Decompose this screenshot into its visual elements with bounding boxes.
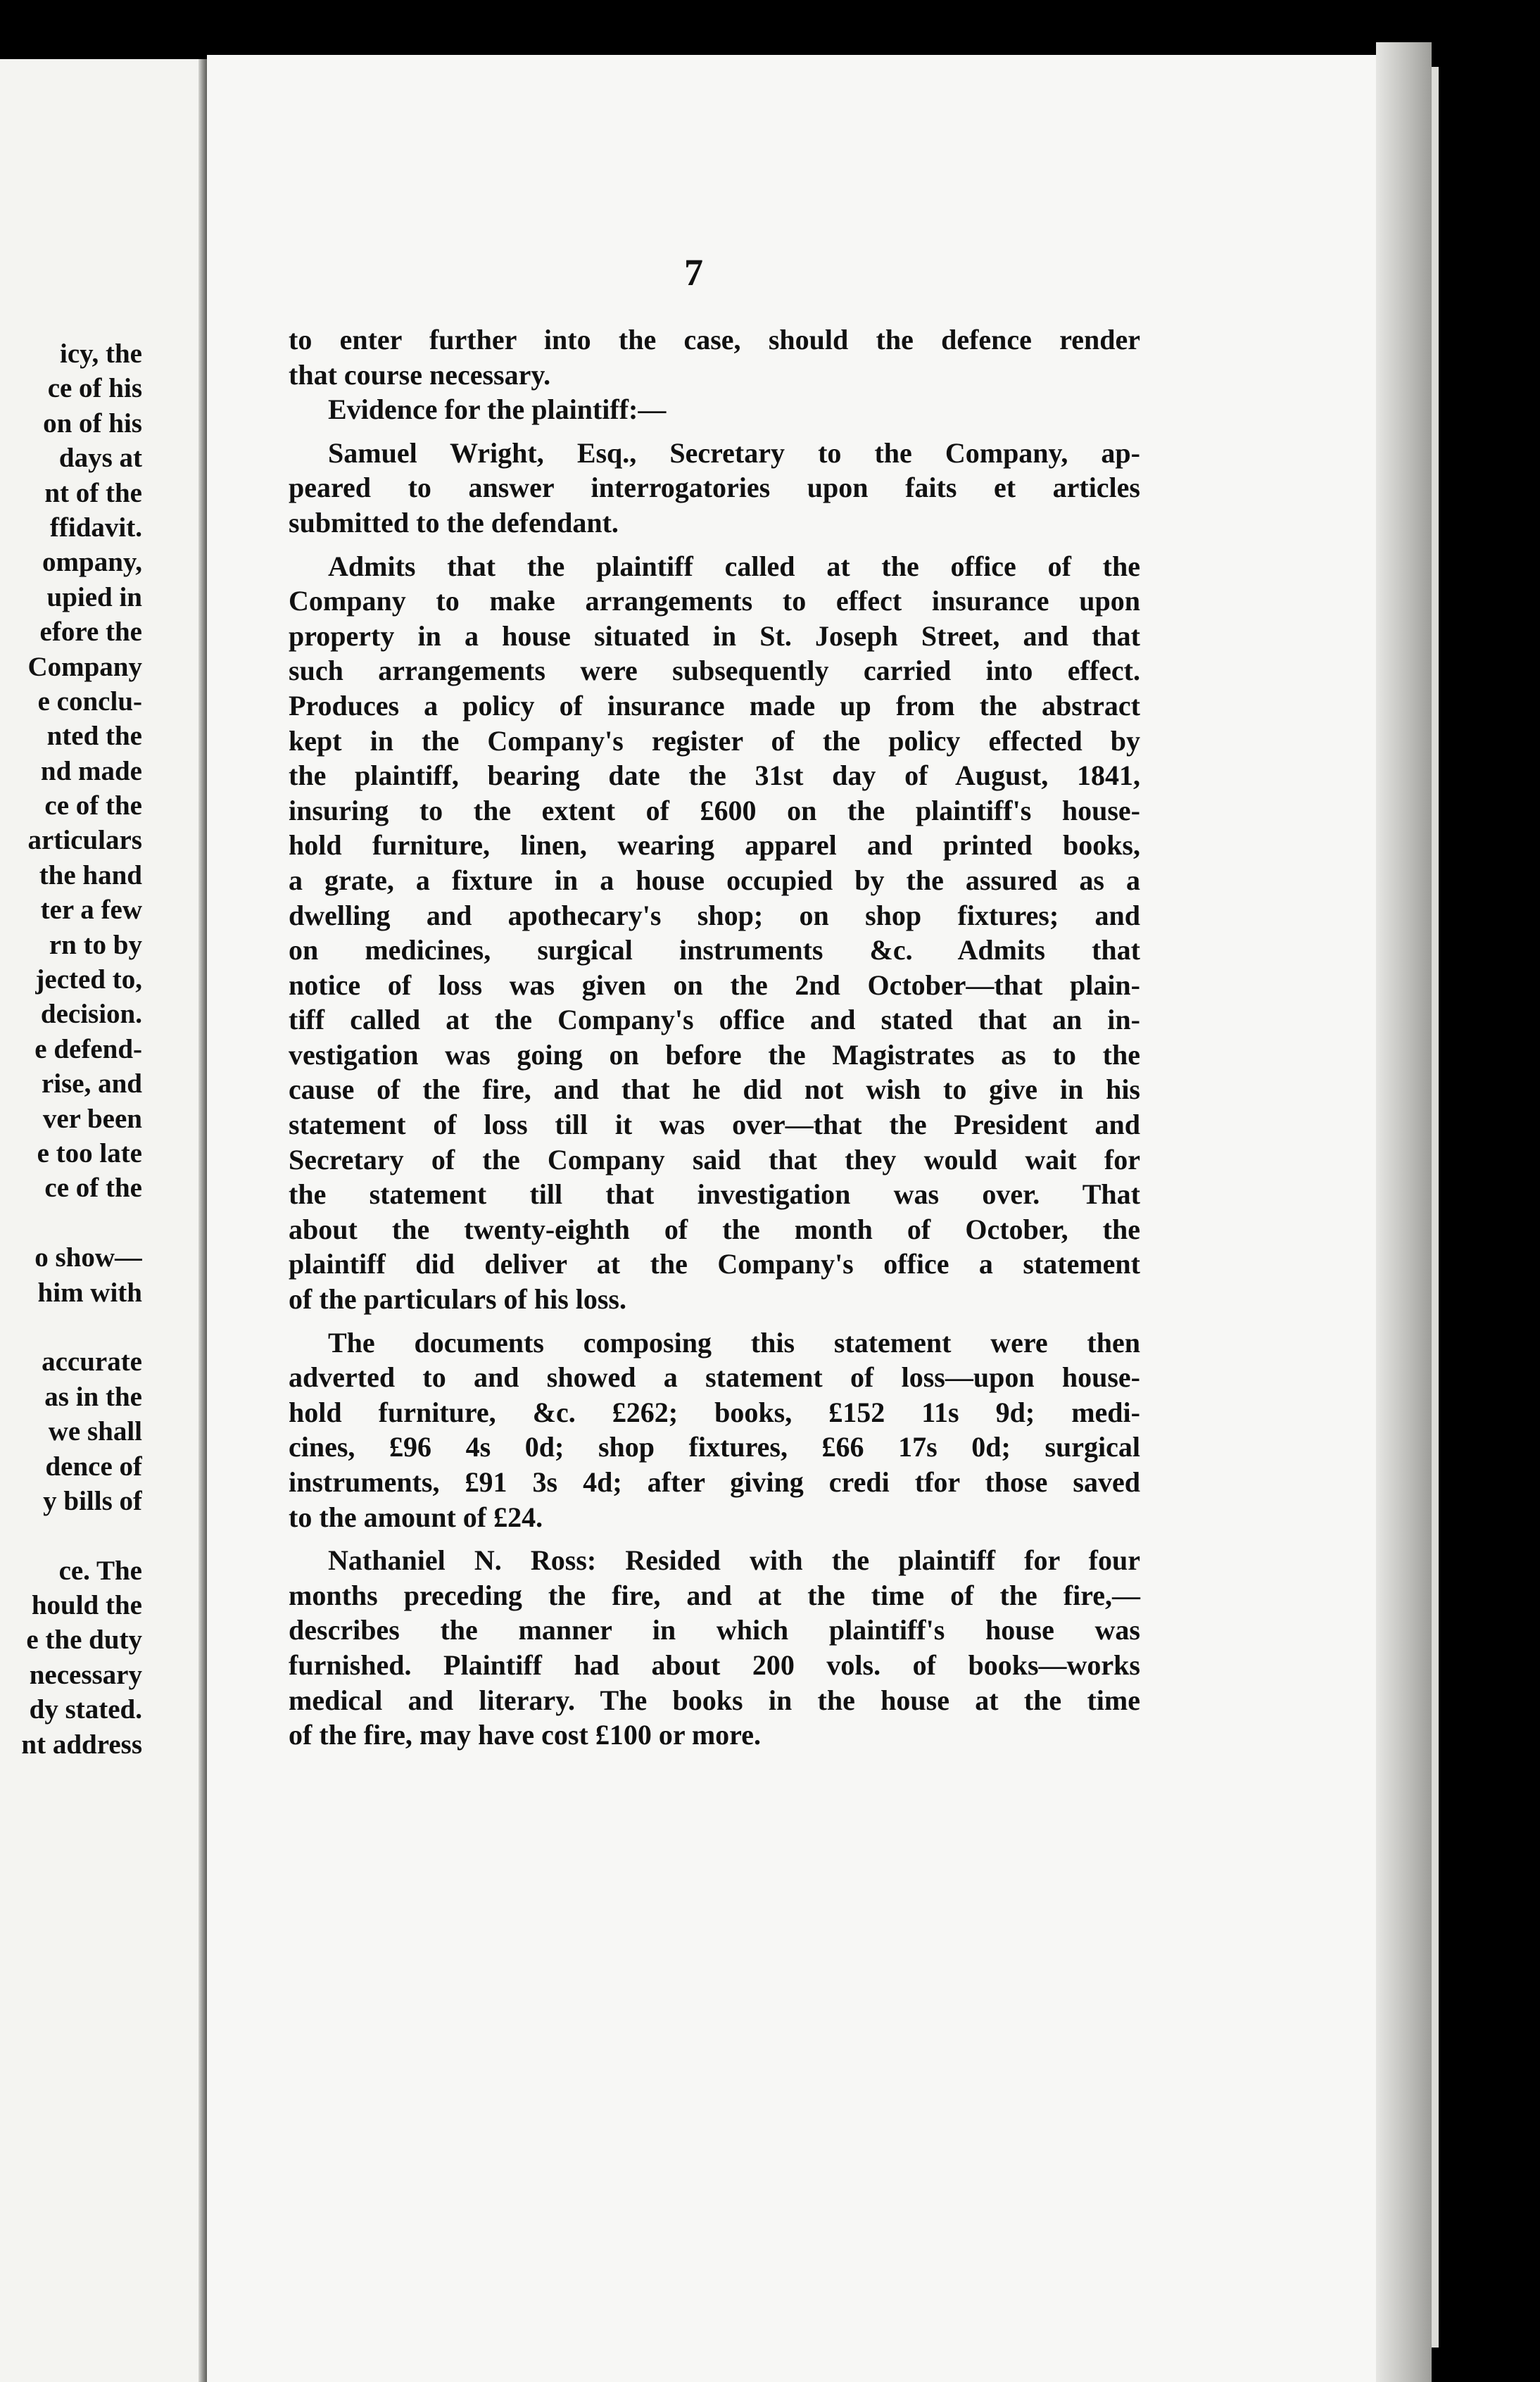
left-page-line: nd made (40, 755, 142, 786)
left-page-line: ffidavit. (49, 512, 142, 543)
text-line: property in a house situated in St. Joseph Street, and that (289, 619, 1140, 652)
left-page-line: nt of the (44, 477, 142, 508)
page-edge-shadow (1376, 42, 1432, 2382)
left-page-line: we shall (48, 1416, 142, 1447)
left-page-line: efore the (39, 617, 142, 648)
paragraph (289, 392, 1140, 427)
page-edge (1432, 67, 1439, 2348)
text-line: vestigation was going on before the Magistrates as to the (289, 1038, 1140, 1071)
text-line: Evidence for the plaintiff:— (328, 393, 667, 426)
book-gutter (198, 59, 207, 2382)
text-line: the plaintiff, bearing date the 31st day of August, 1841, (289, 760, 1140, 792)
left-page-line: the hand (39, 859, 142, 890)
paragraph (289, 322, 1140, 392)
page-number: 7 (684, 251, 703, 294)
text-line: Admits that the plaintiff called at the office of the (328, 550, 1140, 582)
left-page-line: ce of the (44, 790, 142, 821)
left-page-line: icy, the (60, 339, 142, 369)
text-line: dwelling and apothecary's shop; on shop fixtures; and (289, 899, 1140, 931)
text-line: about the twenty-eighth of the month of October, the (289, 1213, 1140, 1245)
left-page-line: Company (27, 651, 142, 682)
text-line: instruments, £91 3s 4d; after giving credi tfor those saved (289, 1466, 1140, 1498)
left-page-line (0, 1518, 142, 1553)
left-page-line: necessary (29, 1659, 142, 1690)
text-line: hold furniture, &c. £262; books, £152 11s 9d; medi- (289, 1396, 1140, 1428)
left-page-line: nt address (21, 1729, 142, 1760)
paragraph (289, 1325, 1140, 1535)
text-line: cause of the fire, and that he did not wish to give in his (289, 1073, 1140, 1106)
text-line: plaintiff did deliver at the Company's office a statement (289, 1248, 1140, 1280)
text-line: to the amount of £24. (289, 1501, 543, 1533)
paragraph (289, 549, 1140, 1317)
paragraph (289, 1543, 1140, 1753)
text-line: such arrangements were subsequently carried into effect. (289, 655, 1140, 687)
left-page-line: dence of (45, 1451, 142, 1482)
text-line: tiff called at the Company's office and stated that an in- (289, 1004, 1140, 1036)
left-page-line: ter a few (40, 895, 142, 926)
text-line: The documents composing this statement were then (328, 1326, 1140, 1359)
left-page-line: decision. (40, 999, 142, 1030)
left-page-line: o show— (34, 1242, 142, 1273)
left-page-line: upied in (46, 581, 142, 612)
text-line: notice of loss was given on the 2nd October—that plain- (289, 969, 1140, 1001)
text-line: months preceding the fire, and at the time of the fire,— (289, 1579, 1140, 1611)
text-line: to enter further into the case, should the defence render (289, 324, 1140, 355)
text-line: Secretary of the Company said that they would wait for (289, 1143, 1140, 1176)
left-page-line: rise, and (41, 1069, 142, 1099)
text-line: of the fire, may have cost £100 or more. (289, 1719, 761, 1751)
text-line: the statement till that investigation was over. That (289, 1178, 1140, 1211)
left-page-line: nted the (46, 721, 142, 752)
text-line: cines, £96 4s 0d; shop fixtures, £66 17s 0d; surgical (289, 1431, 1140, 1463)
left-page-line: ce of the (44, 1173, 142, 1204)
left-page-line: on of his (43, 408, 142, 439)
text-line: hold furniture, linen, wearing apparel and printed books, (289, 829, 1140, 862)
left-page-line: accurate (42, 1347, 142, 1378)
left-page-line: rn to by (49, 929, 142, 960)
left-page-line: as in the (44, 1381, 142, 1412)
left-page-line: ompany, (42, 547, 142, 578)
left-page-line (0, 1310, 142, 1344)
left-page-line: e too late (37, 1138, 142, 1168)
text-line: medical and literary. The books in the house at the time (289, 1684, 1140, 1716)
text-line: kept in the Company's register of the policy effected by (289, 724, 1140, 757)
text-line: peared to answer interrogatories upon faits et articles (289, 472, 1140, 504)
left-page-line: dy stated. (29, 1694, 142, 1725)
left-page-line: ce. The (58, 1555, 142, 1586)
text-line: Produces a policy of insurance made up from the abstract (289, 689, 1140, 721)
text-line: on medicines, surgical instruments &c. Admits that (289, 934, 1140, 966)
text-line: submitted to the defendant. (289, 506, 619, 538)
left-page-line: days at (58, 443, 142, 474)
left-page-line: y bills of (43, 1485, 142, 1516)
left-page-text-column (0, 336, 142, 1762)
left-page-line: hould the (31, 1590, 142, 1621)
left-page-line (0, 1206, 142, 1240)
text-line: Nathaniel N. Ross: Resided with the plaintiff for four (328, 1544, 1140, 1577)
left-page-line: ce of his (47, 373, 142, 404)
left-page-line: e the duty (26, 1625, 142, 1656)
text-line: that course necessary. (289, 358, 551, 391)
text-line: furnished. Plaintiff had about 200 vols. of books—works (289, 1649, 1140, 1681)
text-line: describes the manner in which plaintiff's house was (289, 1614, 1140, 1646)
text-line: adverted to and showed a statement of loss—upon house- (289, 1361, 1140, 1394)
left-page-line: jected to, (35, 964, 142, 995)
text-line: a grate, a fixture in a house occupied by the assured as a (289, 864, 1140, 896)
paragraph (289, 436, 1140, 541)
left-page-line: e conclu- (37, 686, 142, 717)
left-page-line: him with (37, 1277, 142, 1308)
text-line: Company to make arrangements to effect insurance upon (289, 585, 1140, 617)
text-line: statement of loss till it was over—that the President and (289, 1109, 1140, 1141)
text-line: insuring to the extent of £600 on the plaintiff's house- (289, 794, 1140, 826)
left-page-line: e defend- (34, 1033, 142, 1064)
left-page-line: ver been (42, 1103, 142, 1134)
left-page-line: articulars (27, 825, 142, 856)
text-line: of the particulars of his loss. (289, 1283, 626, 1316)
body-text (289, 322, 1140, 1753)
text-line: Samuel Wright, Esq., Secretary to the Company, ap- (328, 436, 1140, 469)
